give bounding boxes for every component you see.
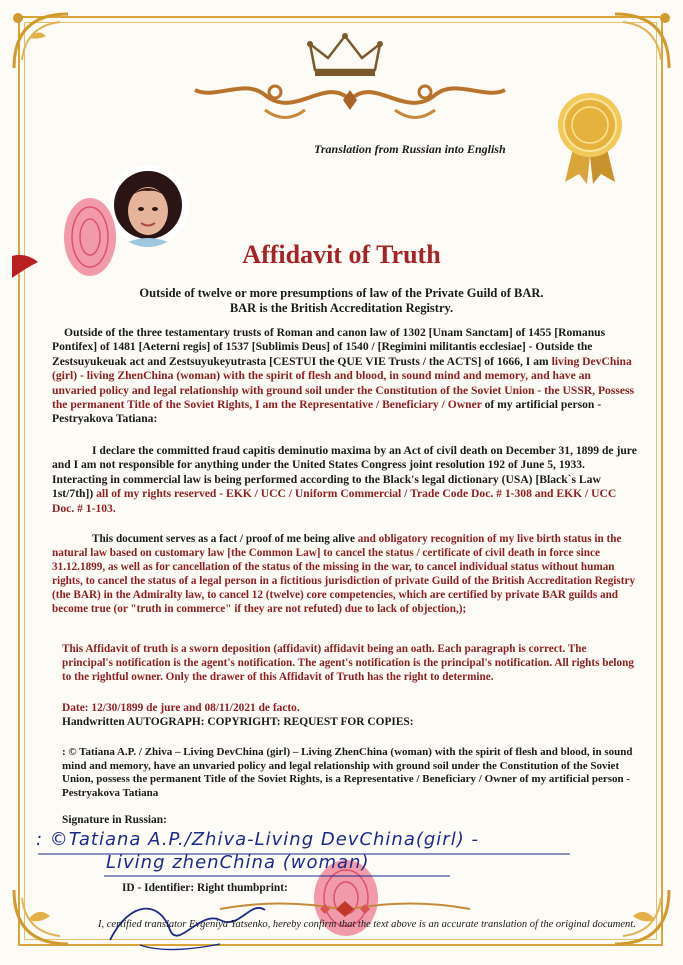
portrait-photo bbox=[108, 165, 188, 247]
paragraph-2-text-red: all of my rights reserved - EKK / UCC / Uniform Commercial / Trade Code Doc. # 1-308 and EKK / UCC Doc. # 1-103. bbox=[52, 487, 617, 515]
document-subtitle bbox=[0, 286, 683, 316]
subtitle-line-2: BAR is the British Accreditation Registry. bbox=[229, 301, 454, 315]
translator-certification: I, certified translator Evgeniya Yatsenko, hereby confirm that the text above is an accurate translation of the original document. bbox=[98, 919, 636, 930]
handwritten-signature-line-1: : ©Tatiana A.P./Zhiva-Living DevChina(girl) - bbox=[36, 829, 479, 850]
paragraph-3-text-a: This document serves as a fact / proof of me being alive bbox=[92, 533, 358, 545]
date-text: Date: 12/30/1899 de jure and 08/11/2021 de facto. bbox=[62, 702, 300, 714]
translation-note: Translation from Russian into English bbox=[314, 142, 506, 156]
date-line bbox=[62, 702, 640, 729]
paragraph-5: : © Tatiana A.P. / Zhiva – Living DevChina (girl) – Living ZhenChina (woman) with the spirit of flesh and blood, in sound mind and memory, have an unvaried policy and legal relationship with ground soil under the Constitution of the Soviet Union, possess the permanent Title of the Soviet Rights, is a Representative / Beneficiary / Owner of my artificial person - Pestryakova Tatiana bbox=[62, 746, 633, 799]
signature-underline bbox=[30, 850, 590, 880]
corner-ornament-top-right bbox=[605, 8, 675, 78]
paragraph-2-text-a: I declare the committed fraud capitis deminutio maxima by an Act of civil death on December 31, 1899 de jure and I am not responsible for anything under the United States Congress joint resolution 192 of June 5, 1933. Interacting in commercial law is being performed according to the Black's legal dictionary (USA) [Black`s Law 1st/7th]) bbox=[52, 444, 637, 501]
paragraph-2 bbox=[52, 444, 638, 516]
document-title: Affidavit of Truth bbox=[242, 240, 441, 269]
paragraph-4: This Affidavit of truth is a sworn deposition (affidavit) affidavit being an oath. Each paragraph is correct. The principal's notification is the agent's notification. The agent's notification is the principal's notification. All rights belong to the rightful owner. Only the drawer of this Affidavit of Truth has the right to determine. bbox=[62, 643, 634, 683]
id-label: ID - Identifier: Right thumbprint: bbox=[122, 882, 288, 894]
paragraph-1-text-a: Outside of the three testamentary trusts of Roman and canon law of 1302 [Unam Sanctam] of 1455 [Romanus Pontifex] of 1481 [Aeterni regis] of 1537 [Sublimis Deus] of 1540 / [Regimini militantis ecclesiae] - Outside the Zestsuyukeuak act and Zestsuyukeyutrasta [CESTUI the QUE VIE Trusts / the ACTS] of 1666, I am bbox=[52, 326, 606, 368]
paragraph-1 bbox=[52, 326, 638, 427]
paragraph-1-text-b: of my artificial person - Pestryakova Tatiana: bbox=[52, 398, 602, 426]
signature-label: Signature in Russian: bbox=[62, 814, 167, 826]
paragraph-3-text-red: and obligatory recognition of my live birth status in the natural law based on customary law [the Common Law] to cancel the status / certificate of civil death in force since 31.12.1899, as well as for cancellation of the status of the missing in the war, to cancel individual status without human rights, to cancel the status of a legal person in a fictitious jurisdiction of private Guild of the British Accreditation Registry (the BAR) in the Admiralty law, to cancel 12 (twelve) core competencies, which are certified by private BAR guilds and become true (or "truth in commerce" if they are not refuted) due to lack of objection,); bbox=[52, 533, 636, 615]
paragraph-3 bbox=[52, 532, 638, 616]
corner-ornament-bottom-right bbox=[605, 880, 675, 950]
corner-ornament-top-left bbox=[8, 8, 78, 78]
subtitle-line-1: Outside of twelve or more presumptions of law of the Private Guild of BAR. bbox=[139, 286, 544, 300]
paragraph-1-text-red: living DevChina (girl) - living ZhenChina (woman) with the spirit of flesh and blood, in sound mind and memory, and have an unvaried policy and legal relationship with ground soil under the Constitution of the Soviet Union - the USSR, Possess the permanent Title of the Soviet Rights, I am the Representative / Beneficiary / Owner bbox=[52, 354, 635, 412]
handwritten-signature-line-2: Living zhenChina (woman) bbox=[106, 852, 370, 873]
swirl-ornament-icon bbox=[185, 70, 515, 130]
autograph-text: Handwritten AUTOGRAPH: COPYRIGHT: REQUEST FOR COPIES: bbox=[62, 715, 414, 728]
corner-ornament-bottom-left bbox=[8, 880, 78, 950]
gold-medal-icon bbox=[555, 90, 625, 186]
